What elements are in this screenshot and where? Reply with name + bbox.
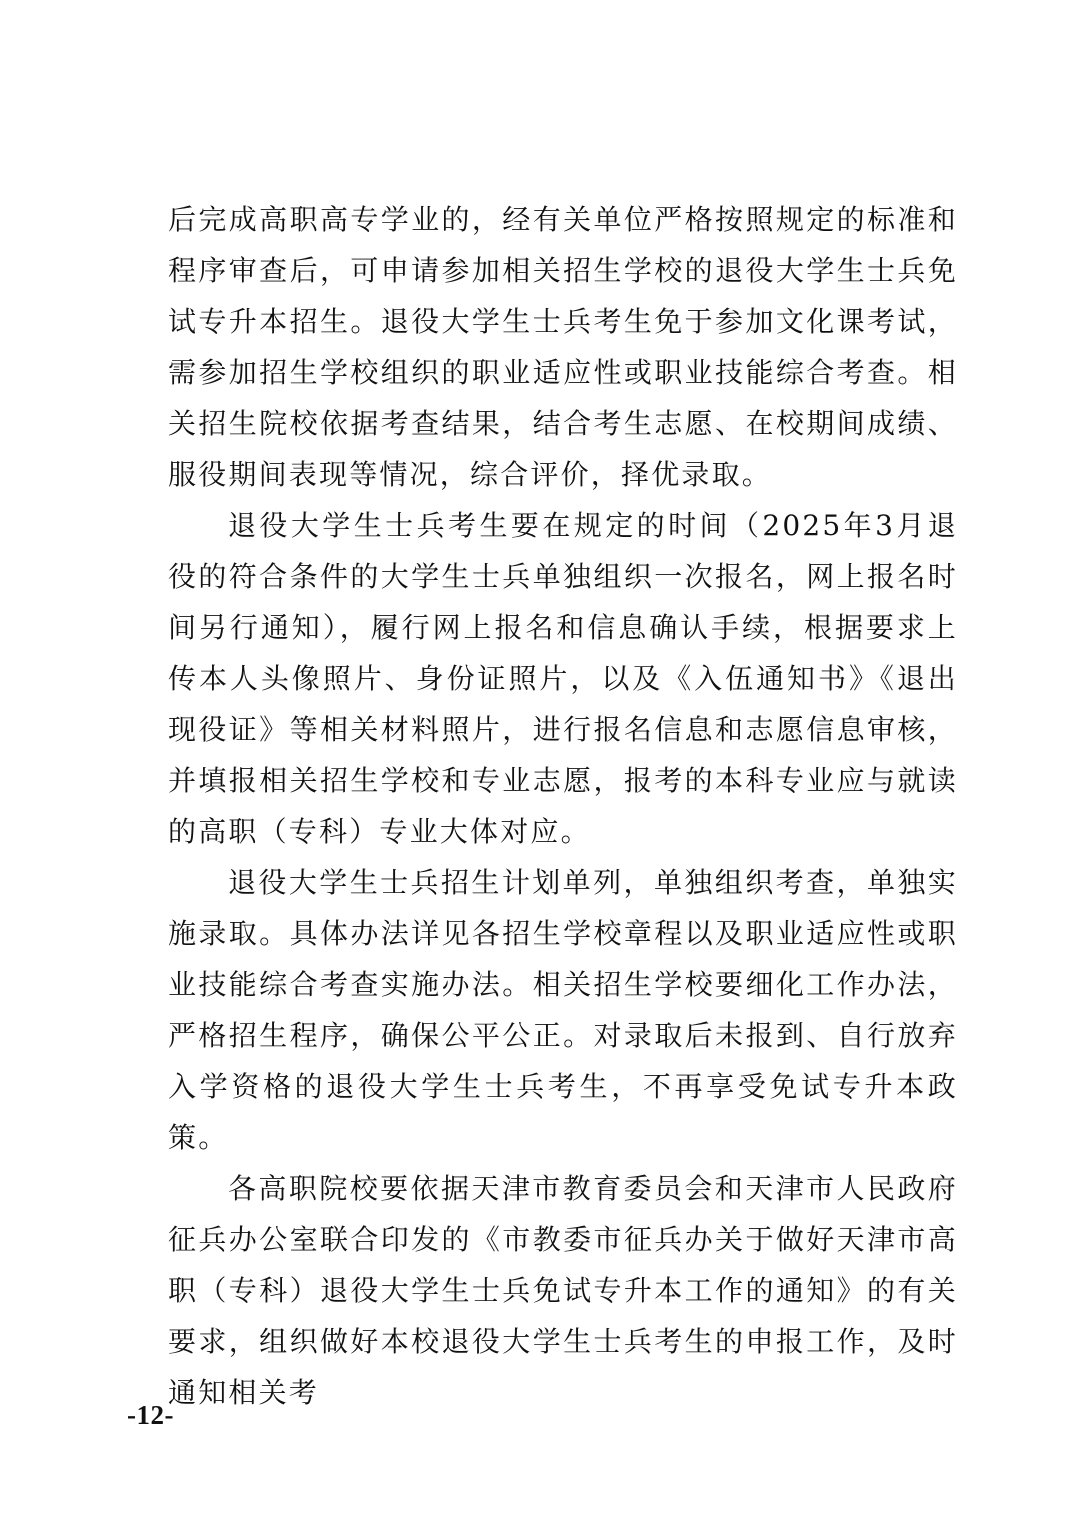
paragraph-registration: 退役大学生士兵考生要在规定的时间（2025年3月退役的符合条件的大学生士兵单独组织一次报名，网上报名时间另行通知），履行网上报名和信息确认手续，根据要求上传本人头像照片、身份证照片，以及《入伍通知书》《退出现役证》等相关材料照片，进行报名信息和志愿信息审核，并填报相关招生学校和专业志愿，报考的本科专业应与就读的高职（专科）专业大体对应。 — [168, 509, 958, 848]
page-number: -12- — [127, 1400, 174, 1430]
paragraph-admission-plan: 退役大学生士兵招生计划单列，单独组织考查，单独实施录取。具体办法详见各招生学校章程以及职业适应性或职业技能综合考查实施办法。相关招生学校要细化工作办法，严格招生程序，确保公平公正。对录取后未报到、自行放弃入学资格的退役大学生士兵考生，不再享受免试专升本政策。 — [168, 866, 958, 1154]
paragraph-continued: 后完成高职高专学业的，经有关单位严格按照规定的标准和程序审查后，可申请参加相关招生学校的退役大学生士兵免试专升本招生。退役大学生士兵考生免于参加文化课考试，需参加招生学校组织的职业适应性或职业技能综合考查。相关招生院校依据考查结果，结合考生志愿、在校期间成绩、服役期间表现等情况，综合评价，择优录取。 — [168, 203, 958, 491]
paragraph-school-duties: 各高职院校要依据天津市教育委员会和天津市人民政府征兵办公室联合印发的《市教委市征兵办关于做好天津市高职（专科）退役大学生士兵免试专升本工作的通知》的有关要求，组织做好本校退役大学生士兵考生的申报工作，及时通知相关考 — [168, 1172, 958, 1409]
body-text — [168, 194, 958, 1418]
